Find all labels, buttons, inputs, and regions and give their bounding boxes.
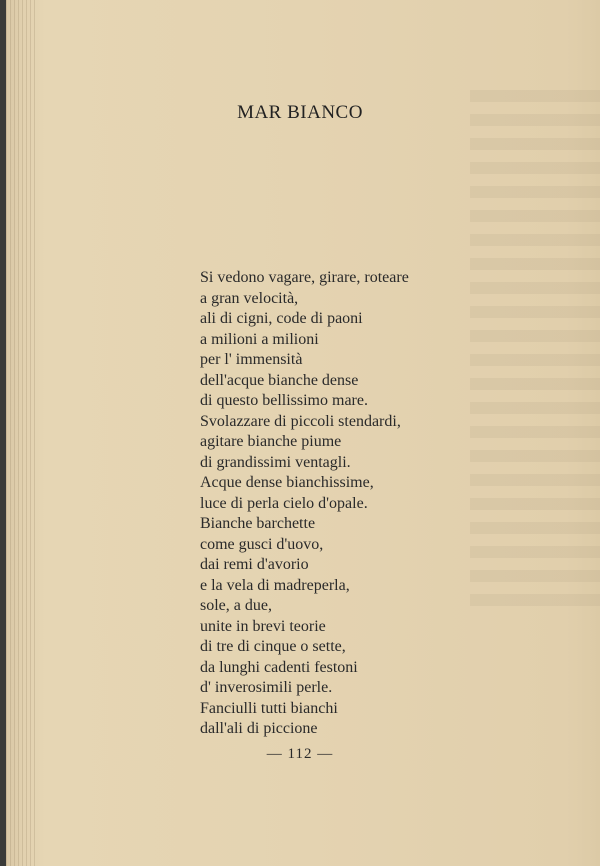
page-stack-edge xyxy=(6,0,36,866)
poem-line: Si vedono vagare, girare, roteare xyxy=(200,269,409,286)
poem-line: per l' immensità xyxy=(200,351,303,368)
poem-line: di tre di cinque o sette, xyxy=(200,638,346,655)
poem-line: a milioni a milioni xyxy=(200,330,319,348)
poem-line: d' inverosimili perle. xyxy=(200,679,333,696)
poem-line: a gran velocità, xyxy=(200,289,299,307)
poem-line: Fanciulli tutti bianchi xyxy=(200,699,338,717)
show-through-text xyxy=(470,90,600,610)
poem-line: Acque dense bianchissime, xyxy=(200,474,374,491)
poem-title: MAR BIANCO xyxy=(237,102,363,123)
poem-line: ali di cigni, code di paoni xyxy=(200,310,363,327)
poem-line: luce di perla cielo d'opale. xyxy=(200,494,368,512)
poem-line: come gusci d'uovo, xyxy=(200,535,324,553)
poem-line: sole, a due, xyxy=(200,597,272,614)
poem-line: unite in brevi teorie xyxy=(200,617,326,635)
poem-line: e la vela di madreperla, xyxy=(200,576,350,594)
poem-line: Bianche barchette xyxy=(200,515,316,532)
poem-line: dai remi d'avorio xyxy=(200,556,309,573)
poem-line: agitare bianche piume xyxy=(200,433,342,450)
page-number: — 112 — xyxy=(266,746,334,762)
poem-line: di grandissimi ventagli. xyxy=(200,453,351,471)
poem-body xyxy=(200,268,409,740)
poem-line: da lunghi cadenti festoni xyxy=(200,658,358,676)
poem-line: dall'ali di piccione xyxy=(200,720,318,737)
poem-line: di questo bellissimo mare. xyxy=(200,392,368,409)
poem-line: Svolazzare di piccoli stendardi, xyxy=(200,412,401,430)
poem-line: dell'acque bianche dense xyxy=(200,371,359,389)
